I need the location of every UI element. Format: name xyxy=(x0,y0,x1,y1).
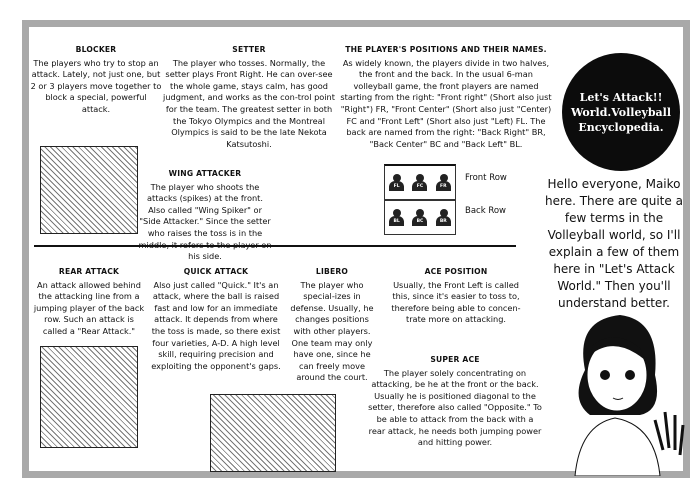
libero-text: The player who special-izes in defense. Usually, he changes positions with other players. One team may only have one, since he can freely move around the court. xyxy=(290,279,374,383)
blocker-illustration xyxy=(40,146,138,234)
blocker-entry xyxy=(30,44,162,116)
title-badge xyxy=(562,53,680,171)
wing-attacker-entry xyxy=(138,168,272,263)
ace-text: Usually, the Front Left is called this, since it's easier to toss to, therefore being able to concen-trate more on attacking. xyxy=(391,279,521,325)
player-icon: BL xyxy=(389,209,404,227)
ace-position-entry xyxy=(390,266,522,326)
wing-heading: WING ATTACKER xyxy=(168,169,242,178)
back-row-label: Back Row xyxy=(465,206,507,216)
back-row xyxy=(384,200,456,235)
quick-text: Also just called "Quick." It's an attack, where the ball is raised fast and low for an immediate attack. It depends from where the toss is made, so there exist four varieties, A-D. A high level skill, requiring precision and exploiting the opponent's gaps. xyxy=(151,279,281,371)
rear-text: An attack allowed behind the attacking line from a jumping player of the back row. Such an attack is called a "Rear Attack." xyxy=(33,279,145,336)
positions-text: As widely known, the players divide in two halves, the front and the back. In the usual 6-man volleyball game, the front players are named starting from the right: "Front right" (Short also just "Right") FR, "Front Center" (Short also just "Center) FC and "Front Left" (Short also just "Left) FL. The back are named from the right: "Back Right" BR, "Back Center" BC and "Back Left" BL. xyxy=(340,57,552,149)
superace-heading: SUPER ACE xyxy=(430,355,480,364)
setter-heading: SETTER xyxy=(232,45,266,54)
super-ace-entry xyxy=(368,354,542,449)
quick-attack-entry xyxy=(148,266,284,372)
player-icon: FR xyxy=(436,174,451,192)
ace-heading: ACE POSITION xyxy=(424,267,488,276)
intro-text: Hello everyone, Maiko here. There are quite a few terms in the Volleyball world, so I'll explain a few of them here in "Let's Attack World." Then you'll understand better. xyxy=(545,177,683,310)
player-icon: BC xyxy=(412,209,427,227)
positions-heading: THE PLAYER'S POSITIONS AND THEIR NAMES. xyxy=(345,45,547,54)
front-row xyxy=(384,164,456,200)
positions-entry xyxy=(340,44,552,150)
player-icon: FL xyxy=(389,174,404,192)
maiko-illustration xyxy=(545,300,685,476)
player-icon: BR xyxy=(436,209,451,227)
rear-attack-illustration xyxy=(40,346,138,448)
rear-heading: REAR ATTACK xyxy=(58,267,120,276)
title-line: Let's Attack!! xyxy=(579,90,663,104)
libero-entry xyxy=(286,266,378,384)
quick-heading: QUICK ATTACK xyxy=(183,267,249,276)
title-line: World.Volleyball xyxy=(570,105,672,119)
blocker-heading: BLOCKER xyxy=(75,45,117,54)
rear-attack-entry xyxy=(33,266,145,338)
setter-text: The player who tosses. Normally, the setter plays Front Right. He can over-see the whole game, stays calm, has good judgment, and works as the con-trol point for the team. The greatest setter in both the Tokyo Olympics and the Montreal Olympics is said to be the late Nekota Katsutoshi. xyxy=(163,57,335,149)
front-row-label: Front Row xyxy=(465,173,507,183)
player-icon: FC xyxy=(412,174,427,192)
superace-text: The player solely concentrating on attacking, be he at the front or the back. Usually he is positioned diagonal to the setter, therefore also called "Opposite." To be able to attack from the back with a rear attack, he needs both jumping power and hitting power. xyxy=(368,367,542,448)
setter-entry xyxy=(160,44,338,150)
court-diagram xyxy=(384,164,456,236)
wing-text: The player who shoots the attacks (spikes) at the front. Also called "Wing Spiker" or "Side Attacker." Since the setter who raises the toss is in the his side. xyxy=(139,181,271,262)
section-divider xyxy=(34,245,516,247)
blocker-text: The players who try to stop an attack. Lately, not just one, but 2 or 3 players move together to block a special, powerful attack. xyxy=(30,57,162,114)
title-line: Encyclopedia. xyxy=(578,120,664,134)
libero-heading: LIBERO xyxy=(315,267,349,276)
quick-attack-illustration xyxy=(210,394,336,472)
